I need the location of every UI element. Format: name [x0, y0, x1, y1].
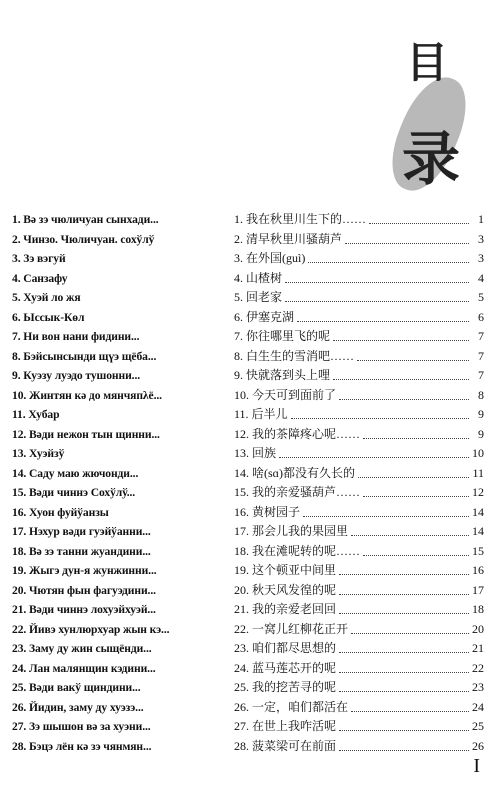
toc-entry-title: 9. 快就落到头上哩	[234, 368, 331, 382]
toc-entry-left: 18. Вә зэ танни жуандини...	[12, 544, 151, 558]
dot-leader	[363, 425, 469, 439]
toc-entry-title: 20. 秋天风发徨的呢	[234, 582, 337, 597]
toc-entry-left: 23. Заму ду жин сыщёнди...	[12, 642, 152, 655]
toc-entry-page: 12	[472, 485, 484, 499]
toc-entry-page: 23	[472, 680, 484, 694]
toc-entry-left: 13. Хуэйзў	[12, 447, 65, 460]
toc-entry-left: 27. Зэ шышон вә за хуэни...	[12, 720, 151, 733]
toc-entry-page: 15	[472, 543, 484, 558]
toc-entry-right	[234, 308, 484, 328]
toc-entry-left: 16. Хуон фуйўанзы	[12, 505, 109, 519]
toc-entry-title: 24. 蓝马莲芯开的呢	[234, 660, 337, 675]
toc-entry-title: 16. 黄树园子	[234, 504, 301, 519]
dot-leader	[279, 444, 469, 458]
toc-entry-right	[234, 639, 484, 659]
toc-entry-page: 4	[478, 270, 484, 285]
toc-entry-page: 21	[472, 641, 484, 655]
toc-entry-title: 13. 回族	[234, 446, 277, 460]
toc-entry-page: 7	[478, 348, 484, 363]
toc-entry-title: 5. 回老家	[234, 290, 283, 304]
toc-entry-page: 17	[472, 582, 484, 597]
toc-entry-left: 10. Жинтян кә до мянчяпλё...	[12, 388, 162, 402]
toc-entry-right	[234, 444, 484, 464]
dot-leader	[351, 698, 469, 712]
dot-leader	[333, 366, 469, 380]
toc-entry-page: 1	[478, 212, 484, 226]
toc-entry-right	[234, 522, 484, 542]
toc-entry-right	[234, 483, 484, 503]
toc-entry-title: 1. 我在秋里川生下的……	[234, 212, 367, 226]
dot-leader	[285, 269, 469, 283]
toc-entry-left: 21. Вәди чиннэ лохуэйхуэй...	[12, 603, 156, 616]
toc-entry-page: 10	[472, 446, 484, 460]
toc-entry-right	[234, 503, 484, 523]
dot-leader	[345, 230, 469, 244]
toc-entry-left: 3. Зэ вэгуй	[12, 252, 66, 265]
toc-entry-right	[234, 659, 484, 679]
toc-entry-left: 11. Хубар	[12, 408, 60, 421]
toc-entry-title: 8. 白生生的雪消吧……	[234, 348, 355, 363]
dot-leader	[358, 464, 469, 478]
toc-entry-page: 6	[478, 309, 484, 324]
toc-entry-page: 14	[472, 504, 484, 519]
dot-leader	[303, 503, 469, 517]
dot-leader	[339, 386, 469, 400]
toc-entry-page: 26	[472, 738, 484, 753]
toc-entry-page: 18	[472, 602, 484, 616]
toc-entry-title: 21. 我的亲爱老回回	[234, 602, 337, 616]
toc-entry-left: 14. Саду маю жючонди...	[12, 466, 139, 480]
toc-entry-title: 28. 菠菜梁可在前面	[234, 738, 337, 753]
toc-entry-left: 28. Бэцэ лён кә зэ чянмян...	[12, 739, 152, 753]
toc-entry-title: 23. 咱们都尽思想的	[234, 641, 337, 655]
dot-leader	[308, 249, 469, 263]
toc-entry-left: 2. Чинзо. Чюличуан. сохўлў	[12, 232, 155, 246]
toc-entry-page: 25	[472, 719, 484, 733]
toc-entry-left: 17. Нэхур вәди гуэйўанни...	[12, 525, 151, 538]
heading-char-mu: 目	[406, 38, 449, 87]
toc-entry-right	[234, 210, 484, 230]
toc-entry-left: 26. Йидин, заму ду хуэзэ...	[12, 700, 144, 714]
toc-entry-left: 5. Хуэй ло жя	[12, 291, 81, 304]
toc-entry-title: 4. 山楂树	[234, 270, 283, 285]
dot-leader	[339, 561, 469, 575]
toc-right-column	[234, 210, 484, 756]
toc-entry-page: 8	[478, 387, 484, 402]
toc-entry-page: 16	[472, 563, 484, 577]
toc-entry-page: 20	[472, 621, 484, 636]
toc-entry-page: 22	[472, 660, 484, 675]
toc-entry-right	[234, 600, 484, 620]
toc-entry-left: 19. Жыгэ дун-я жунжинни...	[12, 564, 157, 577]
toc-entry-right	[234, 288, 484, 308]
dot-leader	[339, 678, 469, 692]
toc-entry-page: 7	[478, 329, 484, 343]
toc-entry-title: 7. 你往哪里飞的呢	[234, 329, 331, 343]
toc-entry-right	[234, 561, 484, 581]
toc-entry-left: 12. Вәди нежон тын щинни...	[12, 427, 160, 441]
dot-leader	[369, 210, 469, 224]
toc-entry-title: 25. 我的挖苦寻的呢	[234, 680, 337, 694]
toc-entry-left: 8. Бэйсынсынди щүэ щёба...	[12, 349, 157, 363]
dot-leader	[291, 405, 469, 419]
toc-entry-title: 22. 一窝儿红柳花正开	[234, 621, 349, 636]
toc-entry-page: 7	[478, 368, 484, 382]
toc-entry-title: 18. 我在滩呢转的呢……	[234, 543, 361, 558]
toc-entry-page: 24	[472, 699, 484, 714]
toc-entry-right	[234, 347, 484, 367]
dot-leader	[357, 347, 469, 361]
dot-leader	[339, 600, 469, 614]
toc-entry-left: 4. Санзафу	[12, 271, 68, 285]
toc-entry-title: 12. 我的茶障疼心呢……	[234, 426, 361, 441]
toc-entry-left: 9. Куэзу луэдо тушонни...	[12, 369, 141, 382]
toc-entry-title: 14. 啥(sɑ)都没有久长的	[234, 465, 355, 480]
toc-entry-right	[234, 327, 484, 347]
dot-leader	[339, 581, 469, 595]
toc-entry-page: 14	[472, 524, 484, 538]
dot-leader	[339, 737, 469, 751]
toc-entry-right	[234, 249, 484, 269]
toc-entry-right	[234, 464, 484, 484]
toc-entry-right	[234, 230, 484, 250]
toc-entry-page: 11	[472, 465, 484, 480]
toc-entry-page: 3	[478, 251, 484, 265]
dot-leader	[339, 659, 469, 673]
dot-leader	[363, 483, 469, 497]
toc-entry-right	[234, 717, 484, 737]
toc-heading	[390, 40, 490, 230]
toc-entry-title: 17. 那会儿我的果园里	[234, 524, 349, 538]
toc-entry-right	[234, 678, 484, 698]
dot-leader	[339, 717, 469, 731]
toc-entry-left: 7. Ни вон нани фидини...	[12, 330, 140, 343]
dot-leader	[363, 542, 469, 556]
toc-entry-left: 20. Чютян фын фагуэдини...	[12, 583, 156, 597]
toc-entry-title: 11. 后半儿	[234, 407, 288, 421]
toc-entry-title: 19. 这个顿亚中间里	[234, 563, 337, 577]
toc-entry-page: 9	[478, 407, 484, 421]
toc-entry-left: 15. Вәди чиннэ Сохўлў...	[12, 486, 136, 499]
toc-entry-left: 24. Лан малянщин кэдини...	[12, 661, 156, 675]
toc-entry-title: 3. 在外国(guì)	[234, 251, 306, 265]
toc-entry-title: 2. 清早秋里川骚葫芦	[234, 231, 343, 246]
dot-leader	[297, 308, 469, 322]
toc-entry-left: 6. Ыссык-Көл	[12, 310, 85, 324]
dot-leader	[333, 327, 469, 341]
toc-entry-right	[234, 386, 484, 406]
toc-entry-title: 10. 今天可到面前了	[234, 387, 337, 402]
toc-entry-title: 6. 伊塞克湖	[234, 309, 295, 324]
toc-entry-right	[234, 620, 484, 640]
toc-entry-right	[234, 269, 484, 289]
toc-entry-right	[234, 366, 484, 386]
toc-entry-page: 3	[478, 231, 484, 246]
toc-left-column	[12, 210, 224, 756]
toc-entry-left: 1. Вә зэ чюличуан сынхади...	[12, 213, 159, 226]
toc-entry-left: 25. Вәди вакў щиндини...	[12, 681, 141, 694]
toc-entry-right	[234, 737, 484, 757]
toc-entry-right	[234, 698, 484, 718]
dot-leader	[285, 288, 469, 302]
heading-char-lu: 录	[402, 125, 461, 193]
toc-entry-title: 15. 我的亲爱骚葫芦……	[234, 485, 361, 499]
toc-entry-right	[234, 542, 484, 562]
dot-leader	[351, 522, 469, 536]
dot-leader	[351, 620, 469, 634]
toc-entry-right	[234, 581, 484, 601]
toc-entry-left: 22. Йивэ хунлюрхуар жын кэ...	[12, 622, 170, 636]
dot-leader	[339, 639, 469, 653]
toc-entry-right	[234, 425, 484, 445]
page-number: I	[473, 755, 480, 777]
toc-entry-right	[234, 405, 484, 425]
toc-entry-title: 26. 一定，咱们都活在	[234, 699, 349, 714]
toc-entry-title: 27. 在世上我咋活呢	[234, 719, 337, 733]
toc-entry-page: 5	[478, 290, 484, 304]
toc-entry-page: 9	[478, 426, 484, 441]
